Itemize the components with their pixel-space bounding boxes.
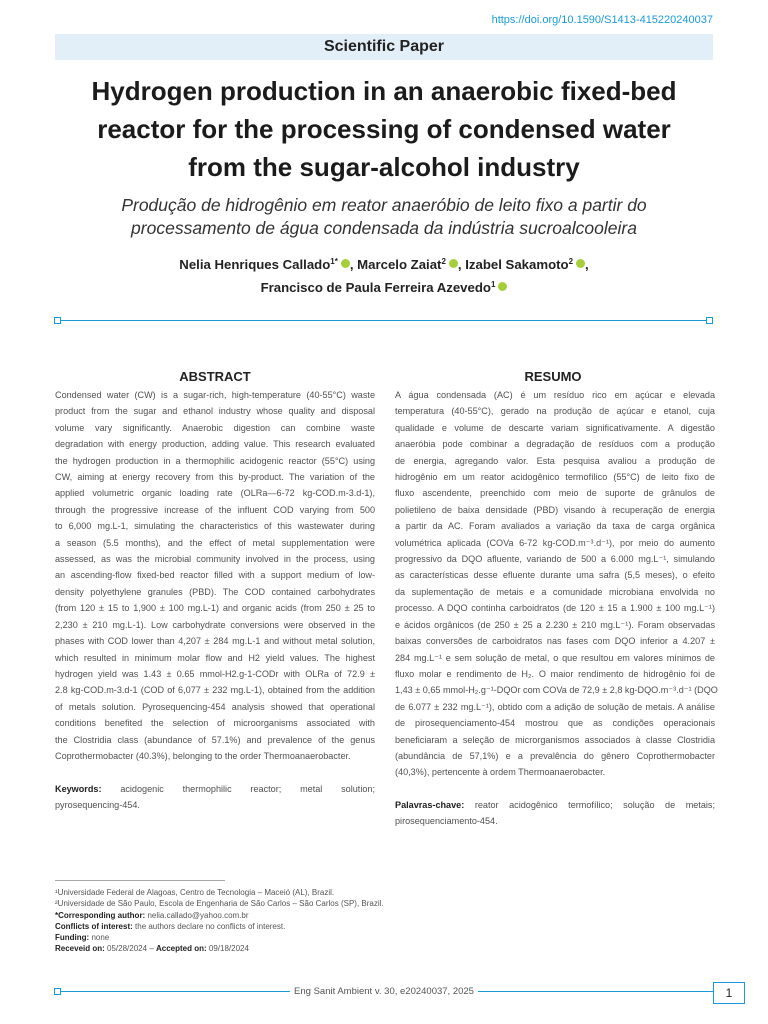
body-line: a partir da AC. Foram avaliados a variação da taxa de carga orgânica (395, 521, 715, 532)
body-line: fluxo molar e rendimento de H₂. O maior rendimento de hidrogênio foi de (395, 668, 715, 679)
footnote-value: the authors declare no conflicts of interest. (135, 921, 286, 931)
body-line: de energia, agregando valor. Esta pesquisa avaliou a produção de (395, 455, 715, 466)
resumo-body (395, 387, 718, 781)
body-line: (abundância de 57,1%) e a prevalência do gênero Coprothermobacter (395, 750, 715, 761)
keywords-line: pyrosequencing-454. (55, 800, 140, 811)
author-name: Nelia Henriques Callado (179, 257, 331, 272)
body-line: assessed, as was the microbial community involved in the process, using (55, 554, 375, 565)
author-list (55, 252, 713, 298)
body-line: Coprothermobacter (40.3%), belonging to the order Thermoanaerobacter. (55, 750, 351, 761)
body-line: phases with COD lower than 4,207 ± 284 mg.L-1 and without metal solution, (55, 636, 375, 647)
footnote-label: Receveid on: (55, 944, 105, 954)
keywords-value: reator acidogênico termofílico; solução de metais; (474, 800, 716, 810)
body-line: e ácidos orgânicos (de 250 ± 25 a 2.230 ± 210 mg.L⁻¹). Foram observadas (395, 619, 715, 630)
body-line: processo. A DQO continha carboidratos (de 120 ± 15 a 1.900 ± 100 mg.L⁻¹) (395, 603, 715, 614)
body-line: anaeróbia pode combinar a degradação de resíduos com a produção (395, 439, 715, 450)
body-line: de pirosequenciamento-454 mostrou que as condições operacionais (395, 718, 715, 729)
footnote-value: 05/28/2024 (107, 944, 148, 954)
author-separator: , (585, 257, 589, 272)
body-line: which resulted in minimum molar flow and H2 yield values. The highest (55, 652, 375, 663)
body-line: da suplementação de metais e a comunidade microbiana envolvida no (395, 586, 715, 597)
corresponding-author (55, 910, 713, 921)
resumo-heading: RESUMO (524, 369, 582, 384)
dates (55, 943, 713, 954)
body-line: qualidade e volume de descarte variam significativamente. A digestão (395, 422, 715, 433)
body-line: as características desse efluente durante uma safra (5,5 meses), o efeito (395, 570, 715, 581)
keywords-line (395, 797, 715, 813)
footer-divider-right (478, 991, 713, 992)
author-name: Francisco de Paula Ferreira Azevedo (260, 280, 491, 295)
body-line: 2,230 ± 210 mg.L-1). Low carbohydrate conversions were observed in the (55, 619, 375, 630)
body-line: 1,43 ± 0,65 mmol-H₂.g⁻¹-DQOr com COVa de 72,9 ± 2,8 kg-DQO.m⁻³.d⁻¹ (DQO (395, 685, 718, 696)
body-line: baixas conversões de carboidratos nas fases com DQO inferior a 4.207 ± (395, 636, 715, 647)
journal-citation: Eng Sanit Ambient v. 30, e20240037, 2025 (294, 986, 474, 997)
section-divider (58, 320, 710, 321)
author-line (55, 252, 713, 275)
orcid-icon[interactable] (498, 282, 507, 291)
category-band (55, 34, 713, 60)
body-line: hydrogen yield was 1.43 ± 0.65 mmol-H2.g-1-CODr with OLRa of 72.9 ± (55, 668, 375, 679)
body-line: the hydrogen production in a thermophilic acidogenic reactor (55°C) using (55, 455, 375, 466)
orcid-icon[interactable] (449, 259, 458, 268)
keywords-line (55, 781, 375, 797)
body-line: polietileno de baixa densidade (PBD) visando à recuperação de energia (395, 504, 715, 515)
body-line: Condensed water (CW) is a sugar-rich, high-temperature (40-55°C) waste (55, 390, 375, 400)
keywords-line: pirosequenciamento-454. (395, 816, 498, 827)
funding (55, 932, 713, 943)
affiliation-mark: 2 (568, 257, 574, 266)
divider-cap-left (54, 317, 61, 324)
body-line: through the progressive increase of the influent COD varying from 500 (55, 504, 375, 515)
conflicts-of-interest (55, 921, 713, 932)
abstract-keywords (55, 781, 375, 814)
title-line: Hydrogen production in an anaerobic fixed-bed (91, 76, 677, 106)
body-line: degradation with energy production, adding value. This research evaluated (55, 439, 375, 450)
paper-title (55, 72, 713, 186)
body-line: applied volumetric organic loading rate (OLRa—6-72 kg-COD.m-3.d-1), (55, 488, 375, 499)
body-line: beneficiaram a seleção de microrganismos associados à classe Clostridia (395, 734, 715, 745)
footnote-label: Accepted on: (156, 944, 207, 954)
orcid-icon[interactable] (341, 259, 350, 268)
divider-cap-right (706, 317, 713, 324)
body-line: de 6.077 ± 232 mg.L⁻¹), obtido com a adição de solução de metais. A análise (395, 701, 715, 712)
body-line: (40,3%), pertencente à ordem Thermoanaerobacter. (395, 767, 606, 778)
body-line: hidrogênio em um reator acidogênico termofílico (55°C) de leito fixo de (395, 472, 715, 483)
body-line: 2.8 kg-COD.m-3.d-1 (COD of 6,077 ± 232 mg.L-1), obtained from the addition (55, 685, 375, 696)
affiliation-mark: 2 (441, 257, 446, 266)
body-line: conditions benefited the selection of microorganisms associated with (55, 718, 375, 729)
body-line: of metals solution. Pyrosequencing-454 analysis showed that operational (55, 701, 375, 712)
body-line: temperatura (40-55°C), gerado na produção de açúcar e etanol, cuja (395, 406, 715, 417)
abstract-heading: ABSTRACT (179, 369, 251, 384)
orcid-icon[interactable] (576, 259, 585, 268)
footnote-divider (55, 880, 225, 881)
affiliation-mark: 1* (330, 257, 338, 266)
title-line: from the sugar-alcohol industry (188, 152, 580, 182)
author-line (55, 275, 713, 298)
keywords-label: Keywords: (55, 784, 102, 794)
footnote-label: Conflicts of interest: (55, 921, 133, 931)
abstract-body (55, 387, 375, 764)
subtitle-line: Produção de hidrogênio em reator anaeróbio de leito fixo a partir do (121, 195, 647, 215)
affiliation-1: ¹Universidade Federal de Alagoas, Centro de Tecnologia – Maceió (AL), Brazil. (55, 888, 335, 897)
body-line: progressivo da DQO afluente, variando de 500 a 6.000 mg.L⁻¹, simulando (395, 554, 715, 565)
paper-subtitle (55, 194, 713, 240)
keywords-label: Palavras-chave: (395, 800, 465, 810)
body-line: an ascending-flow fixed-bed reactor filled with a support medium of low- (55, 570, 375, 581)
body-line: A água condensada (AC) é um resíduo rico em açúcar e elevada (395, 390, 715, 400)
affiliation-2: ²Universidade de São Paulo, Escola de Engenharia de São Carlos – São Carlos (SP), Brazil. (55, 899, 384, 909)
footnote-value: none (91, 933, 110, 943)
body-line: to 6,000 mg.L-1, simulating the characteristics of this wastewater during (55, 521, 375, 532)
body-line: a season (5.5 months), and the effect of metal supplementation were (55, 537, 375, 548)
keywords-value: acidogenic thermophilic reactor; metal solution; (120, 784, 375, 794)
author-name: , Izabel Sakamoto (457, 257, 569, 272)
footnote-label: *Corresponding author: (55, 910, 146, 920)
body-line: CW, aiming at energy recovery from this by-product. The variation of the (55, 472, 375, 483)
category-label: Scientific Paper (323, 38, 445, 55)
footnote-value: 09/18/2024 (208, 944, 249, 954)
body-line: product from the sugar and ethanol industry whose quality and disposal (55, 406, 375, 417)
resumo-keywords (395, 797, 715, 830)
body-line: the Clostridia class (abundance of 57.1%) and prevalence of the genus (55, 734, 375, 745)
body-line: density polyethylene granules (PBD). The COD contained carbohydrates (55, 586, 375, 597)
footnote-label: Funding: (55, 933, 90, 943)
author-name: , Marcelo Zaiat (349, 257, 442, 272)
body-line: fluxo ascendente, preenchido com meio de suporte de grânulos de (395, 488, 715, 499)
body-line: (from 120 ± 15 to 1,900 ± 100 mg.L-1) and organic acids (from 250 ± 25 to (55, 603, 375, 614)
body-line: volume vary significantly. Anaerobic digestion can combine waste (55, 422, 375, 433)
subtitle-line: processamento de água condensada da indústria sucroalcooleira (131, 218, 637, 238)
date-separator: – (149, 944, 154, 954)
body-line: 284 mg.L⁻¹ e sem solução de metal, o que resultou em valores mínimos de (395, 652, 715, 663)
body-line: volumétrica aplicada (COVa 6-72 kg-COD.m⁻³.d⁻¹), por meio do aumento (395, 537, 715, 548)
email-link[interactable]: nelia.callado@yahoo.com.br (147, 910, 249, 920)
affiliation-mark: 1 (490, 280, 496, 289)
title-line: reactor for the processing of condensed water (97, 114, 671, 144)
footnotes (55, 887, 713, 955)
page-number: 1 (713, 982, 745, 1004)
doi-link[interactable]: https://doi.org/10.1590/S1413-415220240037 (491, 14, 713, 26)
